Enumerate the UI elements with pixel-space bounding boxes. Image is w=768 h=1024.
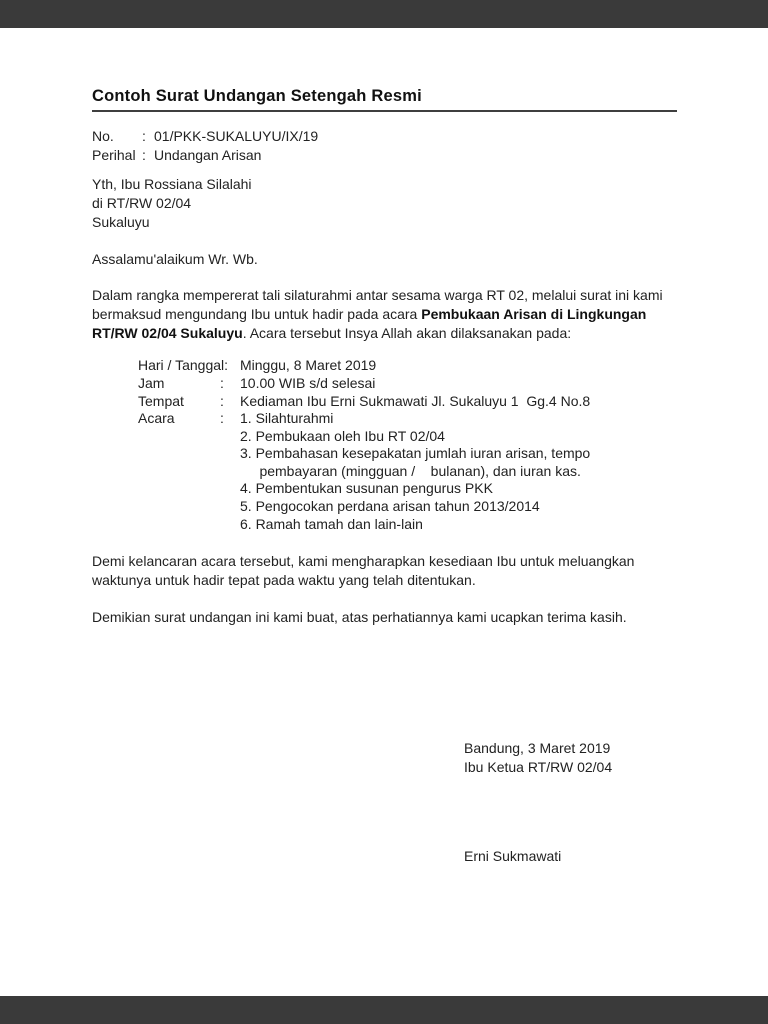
acara-item: 3. Pembahasan kesepakatan jumlah iuran arisan, tempo <box>240 445 591 462</box>
acara-item: 5. Pengocokan perdana arisan tahun 2013/2014 <box>240 498 540 515</box>
detail-row-acara-cont <box>138 445 677 463</box>
jam-value: 10.00 WIB s/d selesai <box>240 374 376 391</box>
spacer <box>220 516 240 534</box>
opening-line-1: Dalam rangka mempererat tali silaturahmi antar sesama warga RT 02, melalui surat ini kami <box>92 287 663 304</box>
viewer-bottom-bar <box>0 996 768 1024</box>
acara-item: 6. Ramah tamah dan lain-lain <box>240 515 423 532</box>
opening-line-3-text: . Acara tersebut Insya Allah akan dilaksanakan pada: <box>242 324 572 341</box>
perihal-label: Perihal <box>92 146 136 163</box>
letter-page <box>0 28 768 996</box>
opening-line-2-bold: Pembukaan Arisan di Lingkungan <box>421 305 647 322</box>
detail-row-hari <box>138 357 677 375</box>
letter-meta <box>92 127 677 164</box>
acara-label: Acara <box>138 410 175 427</box>
opening-line-2-text: bermaksud mengundang Ibu untuk hadir pada acara <box>92 305 422 322</box>
signature-place-date: Bandung, 3 Maret 2019 <box>464 740 611 757</box>
spacer <box>220 463 240 481</box>
spacer <box>220 445 240 463</box>
closing-paragraph-1 <box>92 552 677 589</box>
signature-block <box>464 739 677 865</box>
event-details <box>138 357 677 533</box>
viewer-top-bar <box>0 0 768 28</box>
recipient-block <box>92 175 677 231</box>
hari-label: Hari / Tanggal: <box>138 357 229 374</box>
spacer <box>138 498 220 516</box>
jam-label: Jam <box>138 374 165 391</box>
acara-item: 2. Pembukaan oleh Ibu RT 02/04 <box>240 427 445 444</box>
acara-item: 1. Silahturahmi <box>240 410 334 427</box>
perihal-colon: : <box>142 146 146 163</box>
spacer <box>138 445 220 463</box>
salutation: Assalamu'alaikum Wr. Wb. <box>92 250 258 267</box>
no-value: 01/PKK-SUKALUYU/IX/19 <box>154 128 319 144</box>
closing-paragraph-2: Demikian surat undangan ini kami buat, atas perhatiannya kami ucapkan terima kasih. <box>92 608 627 625</box>
detail-row-acara-cont <box>138 480 677 498</box>
tempat-value: Kediaman Ibu Erni Sukmawati Jl. Sukaluyu 1 Gg.4 No.8 <box>240 392 591 409</box>
letter-title: Contoh Surat Undangan Setengah Resmi <box>92 87 422 105</box>
hari-value: Minggu, 8 Maret 2019 <box>240 357 377 374</box>
opening-paragraph <box>92 286 677 342</box>
opening-line-2 <box>92 305 677 324</box>
acara-item: 4. Pembentukan susunan pengurus PKK <box>240 480 493 497</box>
detail-row-acara <box>138 410 677 428</box>
recipient-line-2: di RT/RW 02/04 <box>92 195 192 212</box>
recipient-line-3: Sukaluyu <box>92 213 150 230</box>
detail-row-jam <box>138 375 677 393</box>
signature-role: Ibu Ketua RT/RW 02/04 <box>464 759 613 776</box>
recipient-line-1: Yth, Ibu Rossiana Silalahi <box>92 176 252 193</box>
tempat-label: Tempat <box>138 392 184 409</box>
jam-colon: : <box>220 374 224 391</box>
title-underline <box>92 110 677 112</box>
spacer <box>220 480 240 498</box>
opening-line-3 <box>92 324 677 343</box>
tempat-colon: : <box>220 392 224 409</box>
meta-row-no <box>92 127 677 146</box>
detail-row-tempat <box>138 393 677 411</box>
spacer <box>138 463 220 481</box>
meta-row-perihal <box>92 146 677 165</box>
acara-colon: : <box>220 410 224 427</box>
detail-row-acara-cont <box>138 463 677 481</box>
closing-1-line-2: waktunya untuk hadir tepat pada waktu yang telah ditentukan. <box>92 571 476 588</box>
spacer <box>220 428 240 446</box>
acara-item-wrap: pembayaran (mingguan / bulanan), dan iuran kas. <box>240 462 581 479</box>
spacer <box>138 428 220 446</box>
no-colon: : <box>142 128 146 144</box>
closing-1-line-1: Demi kelancaran acara tersebut, kami mengharapkan kesediaan Ibu untuk meluangkan <box>92 553 635 570</box>
detail-row-acara-cont <box>138 428 677 446</box>
spacer <box>138 516 220 534</box>
no-label: No. <box>92 128 114 144</box>
spacer <box>138 480 220 498</box>
spacer <box>220 498 240 516</box>
perihal-value: Undangan Arisan <box>154 146 262 163</box>
detail-row-acara-cont <box>138 498 677 516</box>
signature-name: Erni Sukmawati <box>464 847 562 864</box>
detail-row-acara-cont <box>138 516 677 534</box>
opening-line-3-bold: RT/RW 02/04 Sukaluyu <box>92 324 243 341</box>
